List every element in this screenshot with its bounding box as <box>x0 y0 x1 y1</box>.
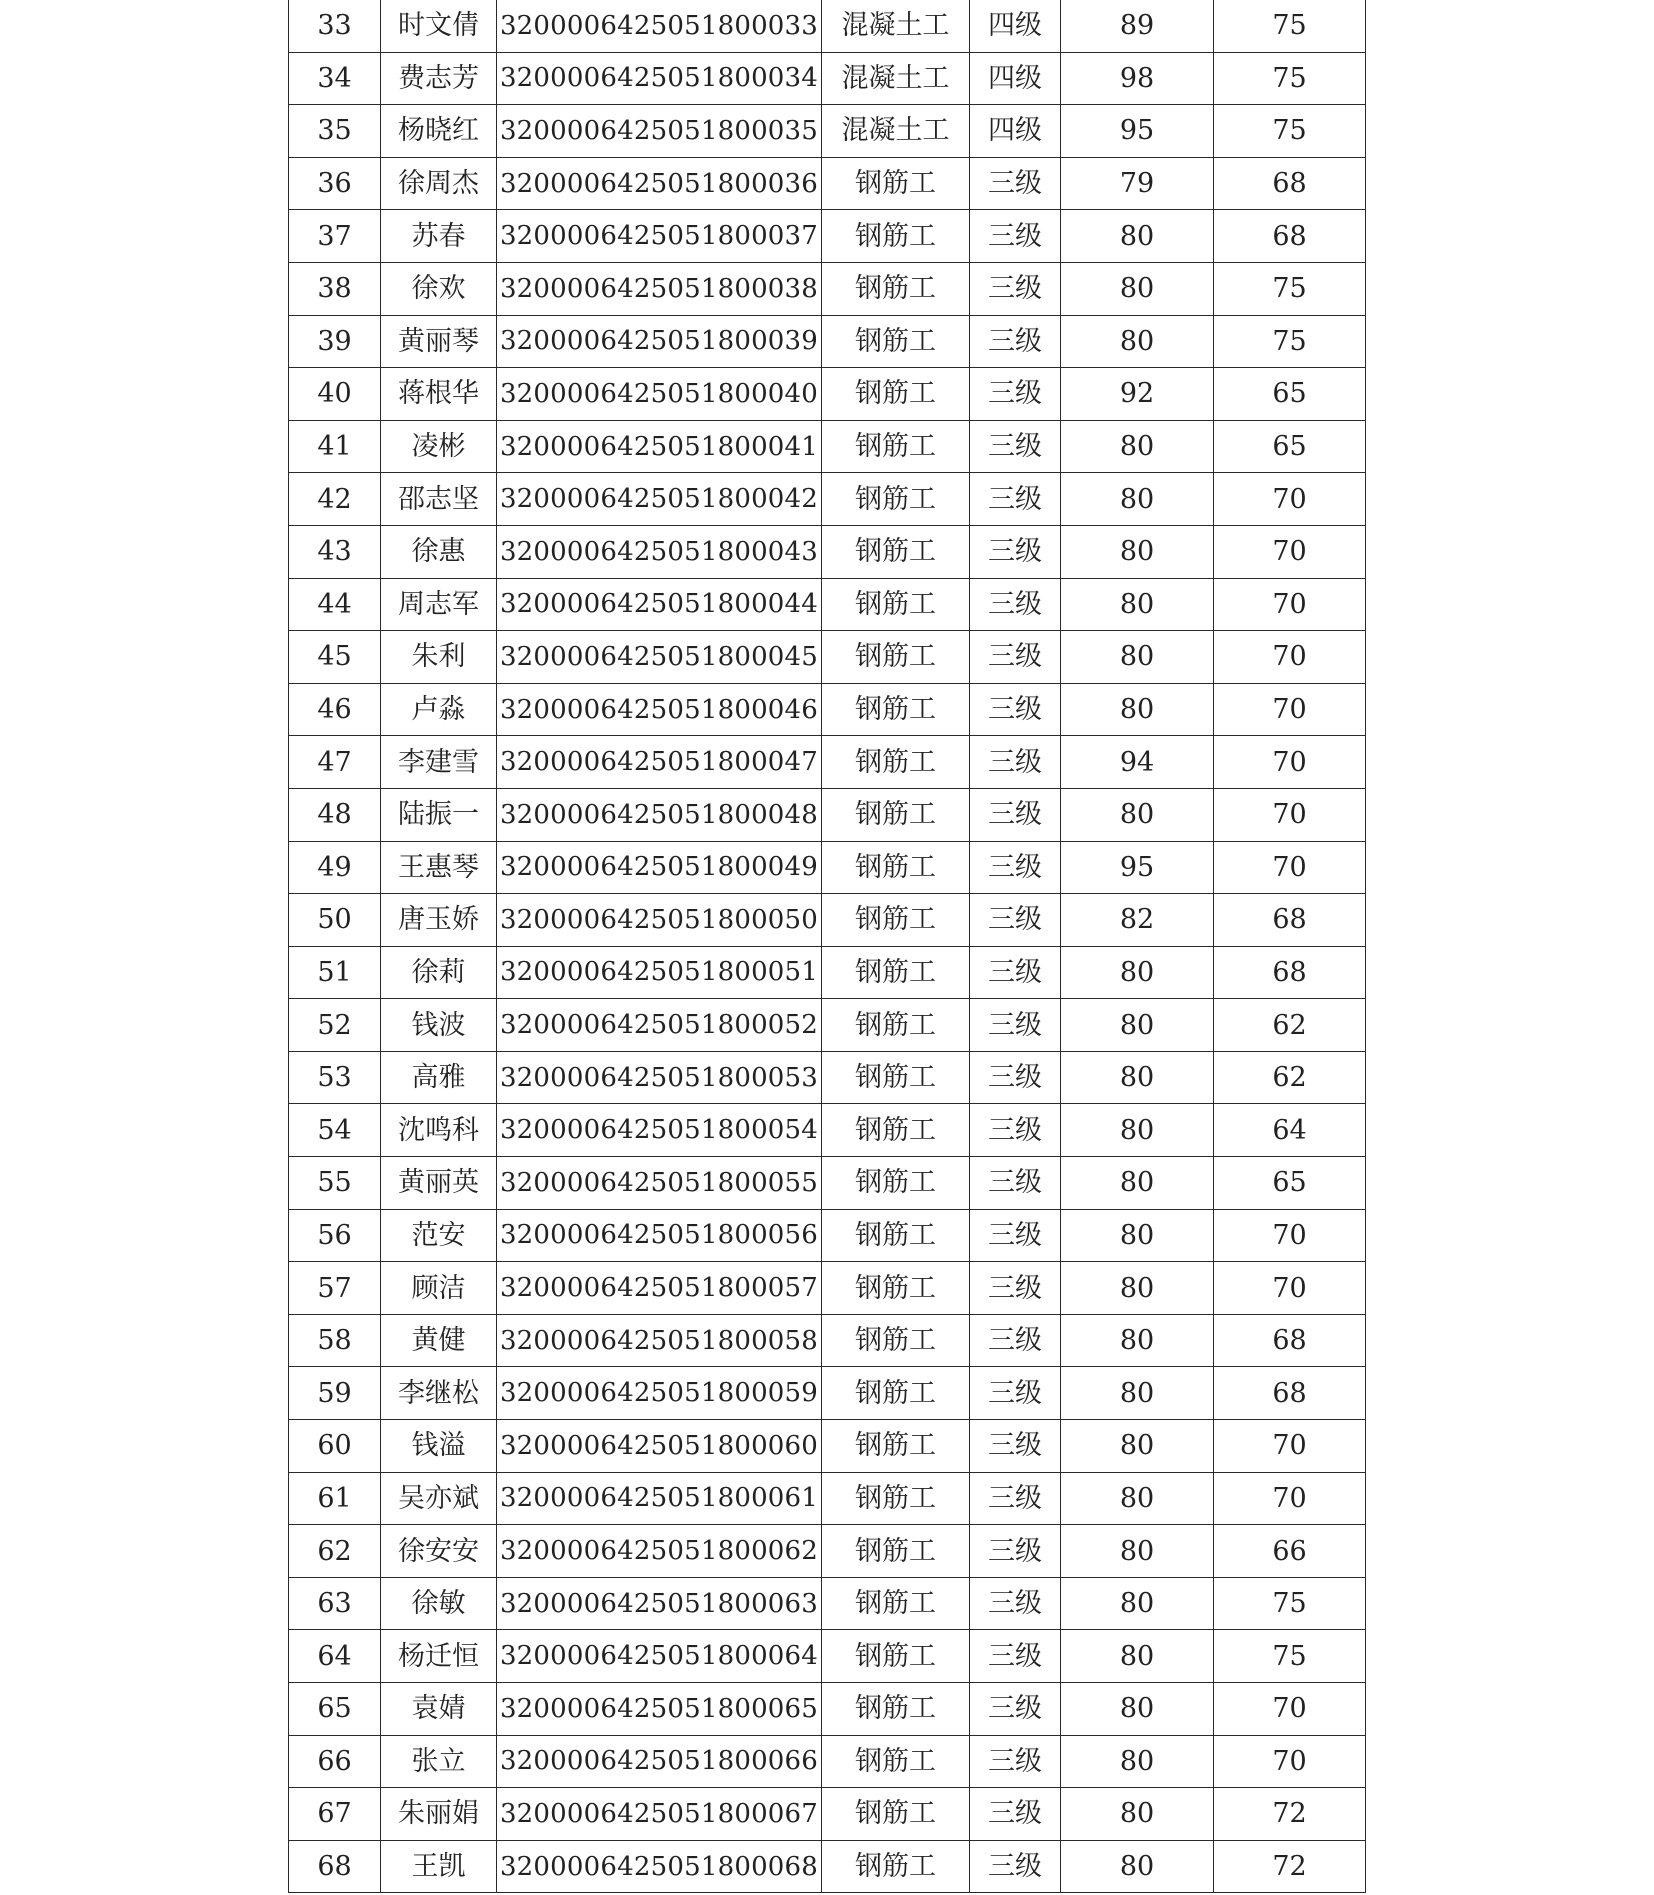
table-row <box>289 262 1366 315</box>
person-name-cell: 范安 <box>381 1209 497 1262</box>
score-one-cell: 80 <box>1061 946 1214 999</box>
skill-level-cell: 四级 <box>970 105 1061 158</box>
row-number-cell: 61 <box>289 1472 381 1525</box>
table-row <box>289 946 1366 999</box>
row-number-cell: 33 <box>289 0 381 52</box>
skill-level-cell: 三级 <box>970 1104 1061 1157</box>
score-two-cell: 68 <box>1214 1367 1366 1420</box>
person-name-cell: 苏春 <box>381 210 497 263</box>
skill-level-cell: 三级 <box>970 788 1061 841</box>
person-name-cell: 朱丽娟 <box>381 1788 497 1841</box>
score-one-cell: 80 <box>1061 315 1214 368</box>
row-number-cell: 48 <box>289 788 381 841</box>
score-one-cell: 80 <box>1061 1630 1214 1683</box>
score-one-cell: 80 <box>1061 1104 1214 1157</box>
skill-level-cell: 三级 <box>970 1683 1061 1736</box>
row-number-cell: 40 <box>289 368 381 421</box>
table-row <box>289 1577 1366 1630</box>
person-name-cell: 费志芳 <box>381 52 497 105</box>
skill-level-cell: 三级 <box>970 368 1061 421</box>
skill-level-cell: 三级 <box>970 210 1061 263</box>
person-name-cell: 黄丽英 <box>381 1157 497 1210</box>
person-name-cell: 杨晓红 <box>381 105 497 158</box>
trade-name-cell: 钢筋工 <box>822 1525 970 1578</box>
row-number-cell: 34 <box>289 52 381 105</box>
person-name-cell: 李继松 <box>381 1367 497 1420</box>
certificate-number-cell: 3200006425051800036 <box>497 157 822 210</box>
certificate-number-cell: 3200006425051800063 <box>497 1577 822 1630</box>
score-one-cell: 80 <box>1061 525 1214 578</box>
table-row <box>289 1051 1366 1104</box>
certificate-number-cell: 3200006425051800061 <box>497 1472 822 1525</box>
row-number-cell: 45 <box>289 631 381 684</box>
score-one-cell: 80 <box>1061 1262 1214 1315</box>
skill-level-cell: 三级 <box>970 683 1061 736</box>
trade-name-cell: 钢筋工 <box>822 1157 970 1210</box>
row-number-cell: 63 <box>289 1577 381 1630</box>
trade-name-cell: 钢筋工 <box>822 473 970 526</box>
trade-name-cell: 钢筋工 <box>822 894 970 947</box>
skill-level-cell: 三级 <box>970 1577 1061 1630</box>
table-row <box>289 1840 1366 1893</box>
score-one-cell: 80 <box>1061 1314 1214 1367</box>
roster-sheet <box>288 0 1365 1893</box>
score-one-cell: 80 <box>1061 1840 1214 1893</box>
certificate-number-cell: 3200006425051800066 <box>497 1735 822 1788</box>
row-number-cell: 37 <box>289 210 381 263</box>
score-one-cell: 80 <box>1061 683 1214 736</box>
certificate-number-cell: 3200006425051800049 <box>497 841 822 894</box>
score-one-cell: 80 <box>1061 1051 1214 1104</box>
skill-level-cell: 三级 <box>970 631 1061 684</box>
skill-level-cell: 三级 <box>970 1840 1061 1893</box>
score-one-cell: 95 <box>1061 841 1214 894</box>
score-one-cell: 80 <box>1061 578 1214 631</box>
certificate-number-cell: 3200006425051800038 <box>497 262 822 315</box>
skill-level-cell: 三级 <box>970 578 1061 631</box>
trade-name-cell: 钢筋工 <box>822 210 970 263</box>
trade-name-cell: 混凝土工 <box>822 0 970 52</box>
certificate-number-cell: 3200006425051800035 <box>497 105 822 158</box>
score-one-cell: 80 <box>1061 1788 1214 1841</box>
score-two-cell: 75 <box>1214 315 1366 368</box>
skill-level-cell: 三级 <box>970 1157 1061 1210</box>
row-number-cell: 59 <box>289 1367 381 1420</box>
score-two-cell: 72 <box>1214 1788 1366 1841</box>
table-row <box>289 578 1366 631</box>
certificate-number-cell: 3200006425051800056 <box>497 1209 822 1262</box>
person-name-cell: 黄丽琴 <box>381 315 497 368</box>
person-name-cell: 唐玉娇 <box>381 894 497 947</box>
table-row <box>289 841 1366 894</box>
row-number-cell: 49 <box>289 841 381 894</box>
score-two-cell: 70 <box>1214 841 1366 894</box>
trade-name-cell: 钢筋工 <box>822 1051 970 1104</box>
trade-name-cell: 钢筋工 <box>822 788 970 841</box>
skill-level-cell: 三级 <box>970 736 1061 789</box>
table-row <box>289 788 1366 841</box>
row-number-cell: 64 <box>289 1630 381 1683</box>
row-number-cell: 56 <box>289 1209 381 1262</box>
table-row <box>289 1262 1366 1315</box>
score-two-cell: 75 <box>1214 1630 1366 1683</box>
person-name-cell: 钱波 <box>381 999 497 1052</box>
table-row <box>289 1735 1366 1788</box>
table-row <box>289 1472 1366 1525</box>
certificate-number-cell: 3200006425051800057 <box>497 1262 822 1315</box>
table-row <box>289 1314 1366 1367</box>
score-one-cell: 92 <box>1061 368 1214 421</box>
table-row <box>289 525 1366 578</box>
table-row <box>289 473 1366 526</box>
person-name-cell: 徐周杰 <box>381 157 497 210</box>
trade-name-cell: 钢筋工 <box>822 157 970 210</box>
score-one-cell: 89 <box>1061 0 1214 52</box>
trade-name-cell: 钢筋工 <box>822 1262 970 1315</box>
person-name-cell: 徐敏 <box>381 1577 497 1630</box>
row-number-cell: 43 <box>289 525 381 578</box>
score-one-cell: 80 <box>1061 1735 1214 1788</box>
person-name-cell: 朱利 <box>381 631 497 684</box>
trade-name-cell: 钢筋工 <box>822 999 970 1052</box>
skill-level-cell: 三级 <box>970 894 1061 947</box>
score-two-cell: 75 <box>1214 105 1366 158</box>
trade-name-cell: 钢筋工 <box>822 420 970 473</box>
person-name-cell: 邵志坚 <box>381 473 497 526</box>
person-name-cell: 徐惠 <box>381 525 497 578</box>
score-one-cell: 80 <box>1061 1157 1214 1210</box>
skill-level-cell: 三级 <box>970 1262 1061 1315</box>
row-number-cell: 51 <box>289 946 381 999</box>
score-two-cell: 70 <box>1214 525 1366 578</box>
score-two-cell: 70 <box>1214 788 1366 841</box>
certificate-number-cell: 3200006425051800041 <box>497 420 822 473</box>
table-row <box>289 736 1366 789</box>
certificate-number-cell: 3200006425051800033 <box>497 0 822 52</box>
certificate-number-cell: 3200006425051800060 <box>497 1420 822 1473</box>
score-two-cell: 65 <box>1214 1157 1366 1210</box>
skill-level-cell: 三级 <box>970 1367 1061 1420</box>
score-one-cell: 80 <box>1061 1683 1214 1736</box>
table-row <box>289 1420 1366 1473</box>
skill-level-cell: 三级 <box>970 1630 1061 1683</box>
trade-name-cell: 钢筋工 <box>822 1735 970 1788</box>
score-two-cell: 70 <box>1214 683 1366 736</box>
row-number-cell: 54 <box>289 1104 381 1157</box>
skill-level-cell: 三级 <box>970 1209 1061 1262</box>
certificate-number-cell: 3200006425051800045 <box>497 631 822 684</box>
score-two-cell: 68 <box>1214 210 1366 263</box>
skill-level-cell: 三级 <box>970 1735 1061 1788</box>
certificate-number-cell: 3200006425051800053 <box>497 1051 822 1104</box>
person-name-cell: 徐欢 <box>381 262 497 315</box>
skill-level-cell: 三级 <box>970 1525 1061 1578</box>
row-number-cell: 67 <box>289 1788 381 1841</box>
row-number-cell: 35 <box>289 105 381 158</box>
table-row <box>289 52 1366 105</box>
certificate-number-cell: 3200006425051800044 <box>497 578 822 631</box>
trade-name-cell: 钢筋工 <box>822 1840 970 1893</box>
skill-level-cell: 三级 <box>970 157 1061 210</box>
table-row <box>289 1209 1366 1262</box>
person-name-cell: 钱溢 <box>381 1420 497 1473</box>
score-one-cell: 80 <box>1061 1367 1214 1420</box>
skill-level-cell: 三级 <box>970 420 1061 473</box>
score-two-cell: 75 <box>1214 52 1366 105</box>
certificate-number-cell: 3200006425051800043 <box>497 525 822 578</box>
row-number-cell: 60 <box>289 1420 381 1473</box>
skill-level-cell: 四级 <box>970 0 1061 52</box>
certificate-number-cell: 3200006425051800039 <box>497 315 822 368</box>
score-two-cell: 70 <box>1214 1420 1366 1473</box>
person-name-cell: 袁婧 <box>381 1683 497 1736</box>
certificate-number-cell: 3200006425051800034 <box>497 52 822 105</box>
table-row <box>289 1525 1366 1578</box>
trade-name-cell: 钢筋工 <box>822 1472 970 1525</box>
score-two-cell: 75 <box>1214 262 1366 315</box>
skill-level-cell: 三级 <box>970 1051 1061 1104</box>
skill-level-cell: 四级 <box>970 52 1061 105</box>
table-row <box>289 210 1366 263</box>
row-number-cell: 52 <box>289 999 381 1052</box>
certificate-number-cell: 3200006425051800067 <box>497 1788 822 1841</box>
trade-name-cell: 混凝土工 <box>822 52 970 105</box>
table-row <box>289 683 1366 736</box>
certificate-number-cell: 3200006425051800052 <box>497 999 822 1052</box>
trade-name-cell: 钢筋工 <box>822 1630 970 1683</box>
score-two-cell: 68 <box>1214 157 1366 210</box>
certificate-number-cell: 3200006425051800062 <box>497 1525 822 1578</box>
person-name-cell: 李建雪 <box>381 736 497 789</box>
row-number-cell: 55 <box>289 1157 381 1210</box>
roster-table <box>288 0 1366 1893</box>
skill-level-cell: 三级 <box>970 841 1061 894</box>
trade-name-cell: 钢筋工 <box>822 946 970 999</box>
score-two-cell: 70 <box>1214 1735 1366 1788</box>
certificate-number-cell: 3200006425051800068 <box>497 1840 822 1893</box>
person-name-cell: 高雅 <box>381 1051 497 1104</box>
score-one-cell: 94 <box>1061 736 1214 789</box>
trade-name-cell: 钢筋工 <box>822 1577 970 1630</box>
person-name-cell: 徐安安 <box>381 1525 497 1578</box>
trade-name-cell: 钢筋工 <box>822 262 970 315</box>
score-one-cell: 79 <box>1061 157 1214 210</box>
table-row <box>289 1630 1366 1683</box>
score-two-cell: 62 <box>1214 1051 1366 1104</box>
skill-level-cell: 三级 <box>970 1788 1061 1841</box>
score-one-cell: 80 <box>1061 420 1214 473</box>
person-name-cell: 卢淼 <box>381 683 497 736</box>
table-row <box>289 999 1366 1052</box>
skill-level-cell: 三级 <box>970 1314 1061 1367</box>
score-one-cell: 80 <box>1061 999 1214 1052</box>
person-name-cell: 时文倩 <box>381 0 497 52</box>
score-two-cell: 68 <box>1214 1314 1366 1367</box>
trade-name-cell: 钢筋工 <box>822 841 970 894</box>
score-one-cell: 80 <box>1061 1577 1214 1630</box>
skill-level-cell: 三级 <box>970 262 1061 315</box>
skill-level-cell: 三级 <box>970 999 1061 1052</box>
trade-name-cell: 钢筋工 <box>822 368 970 421</box>
row-number-cell: 38 <box>289 262 381 315</box>
certificate-number-cell: 3200006425051800050 <box>497 894 822 947</box>
certificate-number-cell: 3200006425051800047 <box>497 736 822 789</box>
skill-level-cell: 三级 <box>970 525 1061 578</box>
trade-name-cell: 钢筋工 <box>822 1209 970 1262</box>
person-name-cell: 周志军 <box>381 578 497 631</box>
skill-level-cell: 三级 <box>970 1472 1061 1525</box>
certificate-number-cell: 3200006425051800064 <box>497 1630 822 1683</box>
score-two-cell: 68 <box>1214 946 1366 999</box>
trade-name-cell: 钢筋工 <box>822 1420 970 1473</box>
row-number-cell: 66 <box>289 1735 381 1788</box>
person-name-cell: 吴亦斌 <box>381 1472 497 1525</box>
table-row <box>289 1157 1366 1210</box>
score-two-cell: 65 <box>1214 420 1366 473</box>
score-two-cell: 75 <box>1214 0 1366 52</box>
table-row <box>289 420 1366 473</box>
score-one-cell: 82 <box>1061 894 1214 947</box>
person-name-cell: 徐莉 <box>381 946 497 999</box>
table-row <box>289 157 1366 210</box>
row-number-cell: 36 <box>289 157 381 210</box>
row-number-cell: 62 <box>289 1525 381 1578</box>
skill-level-cell: 三级 <box>970 315 1061 368</box>
row-number-cell: 46 <box>289 683 381 736</box>
skill-level-cell: 三级 <box>970 1420 1061 1473</box>
trade-name-cell: 钢筋工 <box>822 736 970 789</box>
row-number-cell: 53 <box>289 1051 381 1104</box>
skill-level-cell: 三级 <box>970 946 1061 999</box>
score-two-cell: 70 <box>1214 1683 1366 1736</box>
score-one-cell: 80 <box>1061 1209 1214 1262</box>
row-number-cell: 39 <box>289 315 381 368</box>
certificate-number-cell: 3200006425051800054 <box>497 1104 822 1157</box>
trade-name-cell: 钢筋工 <box>822 683 970 736</box>
score-two-cell: 64 <box>1214 1104 1366 1157</box>
trade-name-cell: 钢筋工 <box>822 1314 970 1367</box>
score-two-cell: 70 <box>1214 1262 1366 1315</box>
trade-name-cell: 钢筋工 <box>822 631 970 684</box>
score-two-cell: 70 <box>1214 1472 1366 1525</box>
trade-name-cell: 混凝土工 <box>822 105 970 158</box>
certificate-number-cell: 3200006425051800040 <box>497 368 822 421</box>
trade-name-cell: 钢筋工 <box>822 1104 970 1157</box>
score-one-cell: 80 <box>1061 210 1214 263</box>
person-name-cell: 王惠琴 <box>381 841 497 894</box>
person-name-cell: 沈鸣科 <box>381 1104 497 1157</box>
table-row <box>289 894 1366 947</box>
certificate-number-cell: 3200006425051800048 <box>497 788 822 841</box>
person-name-cell: 张立 <box>381 1735 497 1788</box>
certificate-number-cell: 3200006425051800055 <box>497 1157 822 1210</box>
score-one-cell: 95 <box>1061 105 1214 158</box>
row-number-cell: 68 <box>289 1840 381 1893</box>
certificate-number-cell: 3200006425051800051 <box>497 946 822 999</box>
trade-name-cell: 钢筋工 <box>822 578 970 631</box>
row-number-cell: 44 <box>289 578 381 631</box>
row-number-cell: 50 <box>289 894 381 947</box>
person-name-cell: 陆振一 <box>381 788 497 841</box>
score-two-cell: 70 <box>1214 631 1366 684</box>
score-two-cell: 70 <box>1214 736 1366 789</box>
person-name-cell: 蒋根华 <box>381 368 497 421</box>
roster-body <box>289 0 1366 1893</box>
row-number-cell: 47 <box>289 736 381 789</box>
trade-name-cell: 钢筋工 <box>822 315 970 368</box>
trade-name-cell: 钢筋工 <box>822 1683 970 1736</box>
score-one-cell: 80 <box>1061 1420 1214 1473</box>
person-name-cell: 杨迁恒 <box>381 1630 497 1683</box>
person-name-cell: 凌彬 <box>381 420 497 473</box>
trade-name-cell: 钢筋工 <box>822 1788 970 1841</box>
row-number-cell: 42 <box>289 473 381 526</box>
certificate-number-cell: 3200006425051800065 <box>497 1683 822 1736</box>
table-row <box>289 315 1366 368</box>
certificate-number-cell: 3200006425051800042 <box>497 473 822 526</box>
score-two-cell: 72 <box>1214 1840 1366 1893</box>
row-number-cell: 65 <box>289 1683 381 1736</box>
person-name-cell: 黄健 <box>381 1314 497 1367</box>
score-two-cell: 68 <box>1214 894 1366 947</box>
row-number-cell: 57 <box>289 1262 381 1315</box>
table-row <box>289 1104 1366 1157</box>
certificate-number-cell: 3200006425051800037 <box>497 210 822 263</box>
score-one-cell: 80 <box>1061 473 1214 526</box>
table-row <box>289 368 1366 421</box>
table-row <box>289 1788 1366 1841</box>
row-number-cell: 58 <box>289 1314 381 1367</box>
score-one-cell: 98 <box>1061 52 1214 105</box>
score-two-cell: 62 <box>1214 999 1366 1052</box>
trade-name-cell: 钢筋工 <box>822 1367 970 1420</box>
score-two-cell: 75 <box>1214 1577 1366 1630</box>
person-name-cell: 王凯 <box>381 1840 497 1893</box>
table-row <box>289 105 1366 158</box>
table-row <box>289 1367 1366 1420</box>
score-two-cell: 70 <box>1214 1209 1366 1262</box>
skill-level-cell: 三级 <box>970 473 1061 526</box>
table-row <box>289 631 1366 684</box>
table-row <box>289 1683 1366 1736</box>
certificate-number-cell: 3200006425051800058 <box>497 1314 822 1367</box>
certificate-number-cell: 3200006425051800059 <box>497 1367 822 1420</box>
trade-name-cell: 钢筋工 <box>822 525 970 578</box>
certificate-number-cell: 3200006425051800046 <box>497 683 822 736</box>
score-one-cell: 80 <box>1061 1472 1214 1525</box>
score-two-cell: 65 <box>1214 368 1366 421</box>
score-two-cell: 70 <box>1214 473 1366 526</box>
score-two-cell: 70 <box>1214 578 1366 631</box>
table-row <box>289 0 1366 52</box>
score-one-cell: 80 <box>1061 788 1214 841</box>
score-one-cell: 80 <box>1061 631 1214 684</box>
score-two-cell: 66 <box>1214 1525 1366 1578</box>
score-one-cell: 80 <box>1061 1525 1214 1578</box>
score-one-cell: 80 <box>1061 262 1214 315</box>
person-name-cell: 顾洁 <box>381 1262 497 1315</box>
row-number-cell: 41 <box>289 420 381 473</box>
